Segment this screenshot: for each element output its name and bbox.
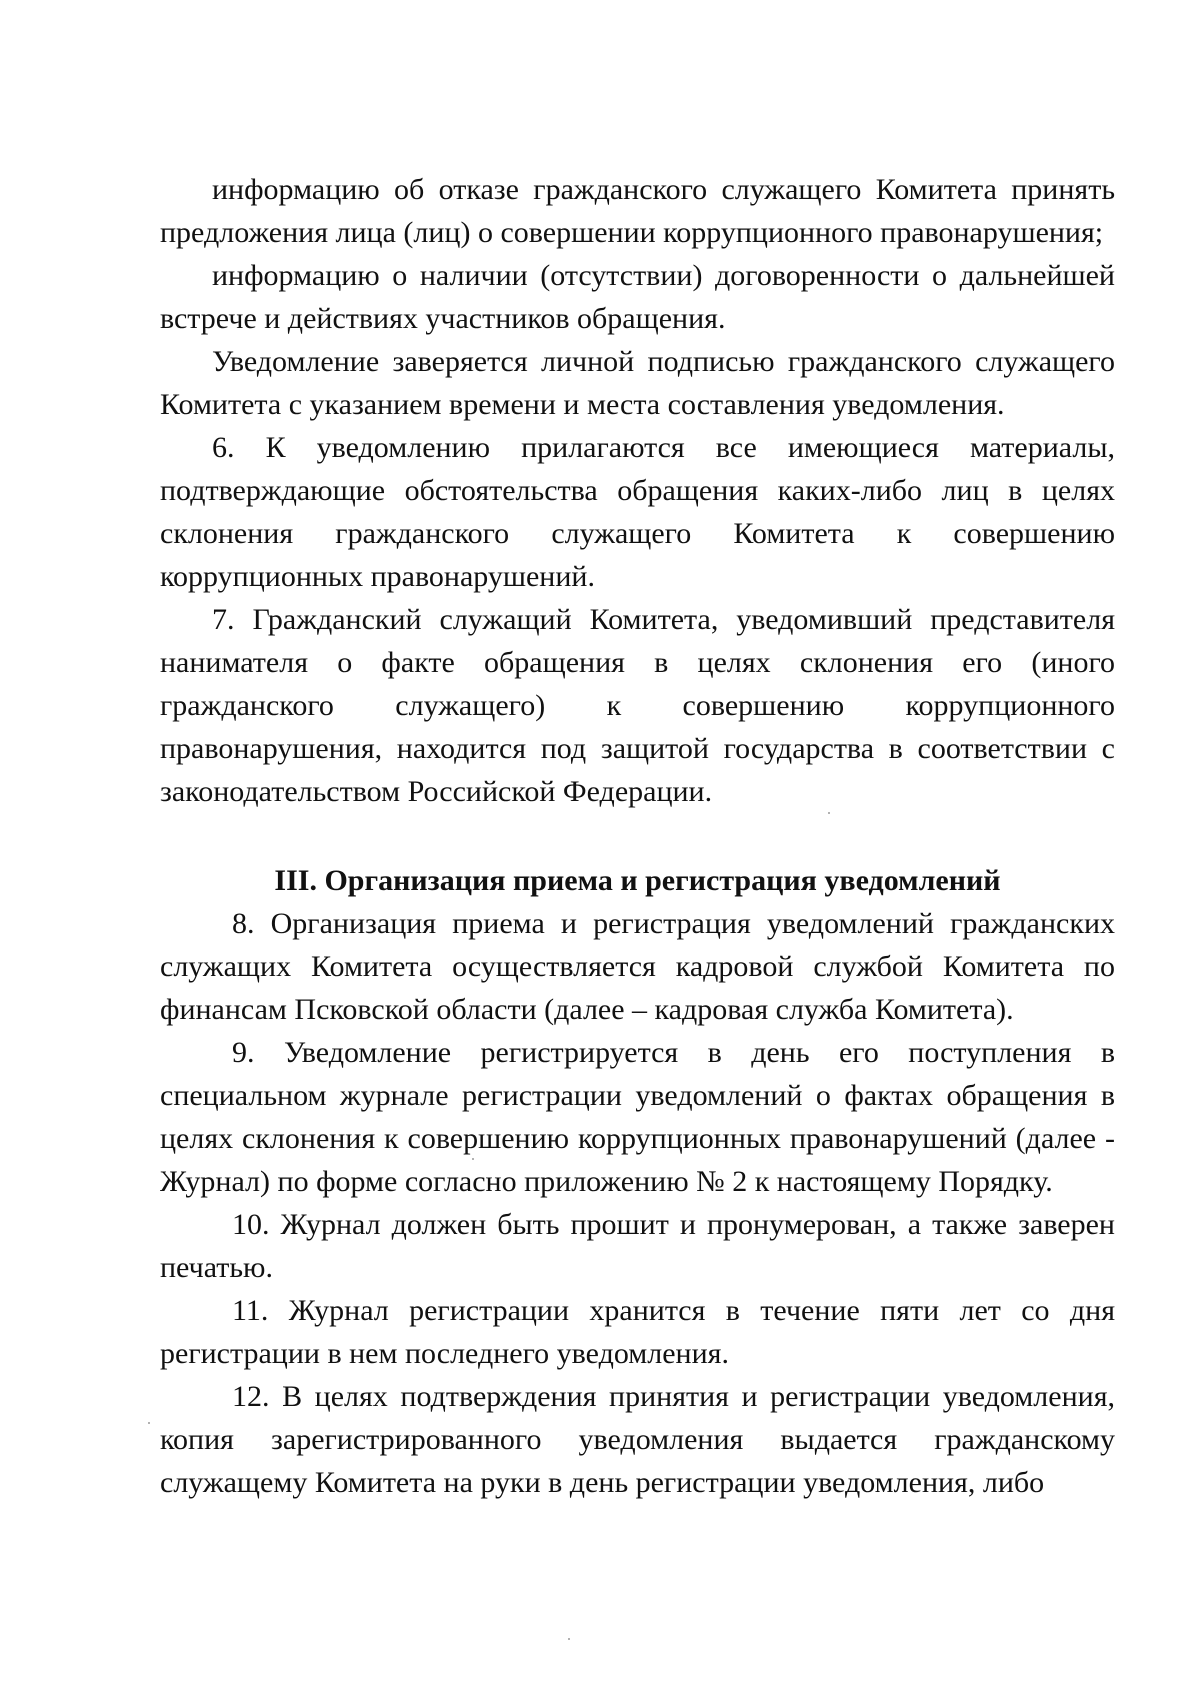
paragraph-item-8: 8. Организация приема и регистрация уведомлений гражданских служащих Комитета осуществляется кадровой службой Комитета по финансам Псковской области (далее – кадровая служба Комитета). <box>160 907 1115 1026</box>
paragraph-agreement-info: информацию о наличии (отсутствии) договоренности о дальнейшей встрече и действиях участников обращения. <box>160 259 1115 335</box>
section-title: III. Организация приема и регистрация уведомлений <box>274 864 1001 897</box>
paragraph-refusal-info: информацию об отказе гражданского служащего Комитета принять предложения лица (лиц) о совершении коррупционного правонарушения; <box>160 173 1115 249</box>
paragraph-signature: Уведомление заверяется личной подписью гражданского служащего Комитета с указанием времени и места составления уведомления. <box>160 345 1115 421</box>
paragraph-item-7: 7. Гражданский служащий Комитета, уведомивший представителя нанимателя о факте обращения в целях склонения его (иного гражданского служащего) к совершению коррупционного правонарушения, находится под защитой государства в соответствии с законодательством Российской Федерации. <box>160 603 1115 808</box>
scan-speck <box>568 1638 570 1640</box>
paragraph-item-11: 11. Журнал регистрации хранится в течение пяти лет со дня регистрации в нем последнего уведомления. <box>160 1294 1115 1370</box>
paragraph-item-10: 10. Журнал должен быть прошит и пронумерован, а также заверен печатью. <box>160 1208 1115 1284</box>
scan-speck <box>828 812 830 814</box>
paragraph-item-6: 6. К уведомлению прилагаются все имеющиеся материалы, подтверждающие обстоятельства обращения каких-либо лиц в целях склонения гражданского служащего Комитета к совершению коррупционных правонарушений. <box>160 431 1115 593</box>
document-body <box>160 168 1115 1504</box>
paragraph-item-12: 12. В целях подтверждения принятия и регистрации уведомления, копия зарегистрированного уведомления выдается гражданскому служащему Комитета на руки в день регистрации уведомления, либо <box>160 1380 1115 1499</box>
scan-speck <box>148 1422 150 1424</box>
scan-speck <box>472 1158 474 1160</box>
paragraph-item-9: 9. Уведомление регистрируется в день его поступления в специальном журнале регистрации уведомлений о фактах обращения в целях склонения к совершению коррупционных правонарушений (далее - Журнал) по форме согласно приложению № 2 к настоящему Порядку. <box>160 1036 1115 1198</box>
